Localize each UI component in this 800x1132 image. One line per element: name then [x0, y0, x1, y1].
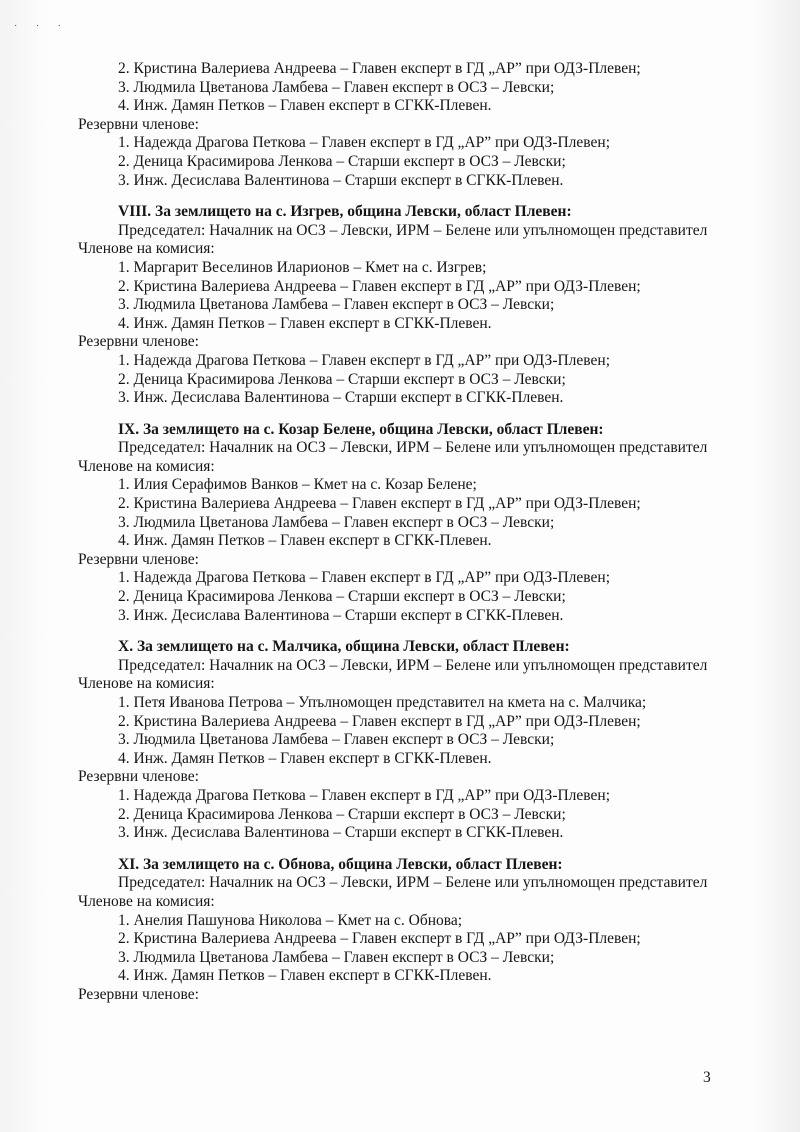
list-item: 3. Инж. Десислава Валентинова – Старши експерт в СГКК-Плевен.	[118, 824, 564, 842]
list-item: 2. Деница Красимирова Ленкова – Старши експерт в ОСЗ – Левски;	[118, 152, 566, 170]
members-label: Членове на комисия:	[78, 457, 215, 475]
list-item: 2. Кристина Валериева Андреева – Главен експерт в ГД „АР” при ОДЗ-Плевен;	[118, 712, 641, 730]
list-item: 4. Инж. Дамян Петков – Главен експерт в СГКК-Плевен.	[118, 97, 492, 115]
reserve-label: Резервни членове:	[78, 333, 199, 351]
list-item: 3. Людмила Цветанова Ламбева – Главен експерт в ОСЗ – Левски;	[118, 513, 555, 531]
list-item: 4. Инж. Дамян Петков – Главен експерт в СГКК-Плевен.	[118, 314, 492, 332]
chair-line: Председател: Началник на ОСЗ – Левски, ИРМ – Белене или упълномощен представител	[118, 221, 708, 239]
list-item: 2. Деница Красимирова Ленкова – Старши експерт в ОСЗ – Левски;	[118, 370, 566, 388]
list-item: 4. Инж. Дамян Петков – Главен експерт в СГКК-Плевен.	[118, 967, 492, 985]
list-item: 1. Надежда Драгова Петкова – Главен експерт в ГД „АР” при ОДЗ-Плевен;	[118, 134, 611, 152]
reserve-label: Резервни членове:	[78, 550, 199, 568]
list-item: 3. Людмила Цветанова Ламбева – Главен експерт в ОСЗ – Левски;	[118, 296, 555, 314]
list-item: 3. Людмила Цветанова Ламбева – Главен експерт в ОСЗ – Левски;	[118, 78, 555, 96]
list-item: 1. Маргарит Веселинов Иларионов – Кмет на с. Изгрев;	[118, 258, 487, 276]
chair-line: Председател: Началник на ОСЗ – Левски, ИРМ – Белене или упълномощен представител	[118, 874, 708, 892]
list-item: 3. Людмила Цветанова Ламбева – Главен експерт в ОСЗ – Левски;	[118, 948, 555, 966]
scan-specks: ˙ ˙ ˙	[14, 24, 69, 35]
list-item: 3. Инж. Десислава Валентинова – Старши експерт в СГКК-Плевен.	[118, 606, 564, 624]
list-item: 2. Кристина Валериева Андреева – Главен експерт в ГД „АР” при ОДЗ-Плевен;	[118, 277, 641, 295]
list-item: 2. Деница Красимирова Ленкова – Старши експерт в ОСЗ – Левски;	[118, 805, 566, 823]
reserve-label: Резервни членове:	[78, 768, 199, 786]
list-item: 3. Инж. Десислава Валентинова – Старши експерт в СГКК-Плевен.	[118, 389, 564, 407]
page-number: 3	[703, 1069, 711, 1086]
section-ix	[78, 421, 758, 626]
list-item: 3. Инж. Десислава Валентинова – Старши експерт в СГКК-Плевен.	[118, 171, 564, 189]
section-xi	[78, 856, 758, 1005]
list-item: 1. Надежда Драгова Петкова – Главен експерт в ГД „АР” при ОДЗ-Плевен;	[118, 569, 611, 587]
section-heading: XI. За землището на с. Обнова, община Левски, област Плевен:	[118, 855, 563, 873]
list-item: 2. Кристина Валериева Андреева – Главен експерт в ГД „АР” при ОДЗ-Плевен;	[118, 495, 641, 513]
list-item: 4. Инж. Дамян Петков – Главен експерт в СГКК-Плевен.	[118, 749, 492, 767]
list-item: 1. Илия Серафимов Ванков – Кмет на с. Козар Белене;	[118, 476, 477, 494]
reserve-label: Резервни членове:	[78, 115, 199, 133]
document-body	[78, 60, 758, 1005]
list-item: 4. Инж. Дамян Петков – Главен експерт в СГКК-Плевен.	[118, 532, 492, 550]
top-continuation-block	[78, 60, 758, 190]
section-heading: VIII. За землището на с. Изгрев, община Левски, област Плевен:	[118, 203, 572, 221]
members-label: Членове на комисия:	[78, 675, 215, 693]
section-heading: IX. За землището на с. Козар Белене, община Левски, област Плевен:	[118, 420, 604, 438]
members-label: Членове на комисия:	[78, 240, 215, 258]
list-item: 1. Надежда Драгова Петкова – Главен експерт в ГД „АР” при ОДЗ-Плевен;	[118, 786, 611, 804]
list-item: 2. Деница Красимирова Ленкова – Старши експерт в ОСЗ – Левски;	[118, 588, 566, 606]
list-item: 1. Анелия Пашунова Николова – Кмет на с. Обнова;	[118, 911, 463, 929]
list-item: 2. Кристина Валериева Андреева – Главен експерт в ГД „АР” при ОДЗ-Плевен;	[118, 60, 641, 77]
chair-line: Председател: Началник на ОСЗ – Левски, ИРМ – Белене или упълномощен представител	[118, 656, 708, 674]
list-item: 2. Кристина Валериева Андреева – Главен експерт в ГД „АР” при ОДЗ-Плевен;	[118, 930, 641, 948]
list-item: 1. Петя Иванова Петрова – Упълномощен представител на кмета на с. Малчика;	[118, 694, 647, 711]
section-viii	[78, 203, 758, 408]
reserve-label: Резервни членове:	[78, 985, 199, 1003]
chair-line: Председател: Началник на ОСЗ – Левски, ИРМ – Белене или упълномощен представител	[118, 439, 708, 457]
members-label: Членове на комисия:	[78, 892, 215, 910]
section-heading: X. За землището на с. Малчика, община Левски, област Плевен:	[118, 638, 570, 656]
section-x	[78, 638, 758, 843]
list-item: 1. Надежда Драгова Петкова – Главен експерт в ГД „АР” при ОДЗ-Плевен;	[118, 351, 611, 369]
list-item: 3. Людмила Цветанова Ламбева – Главен експерт в ОСЗ – Левски;	[118, 731, 555, 749]
